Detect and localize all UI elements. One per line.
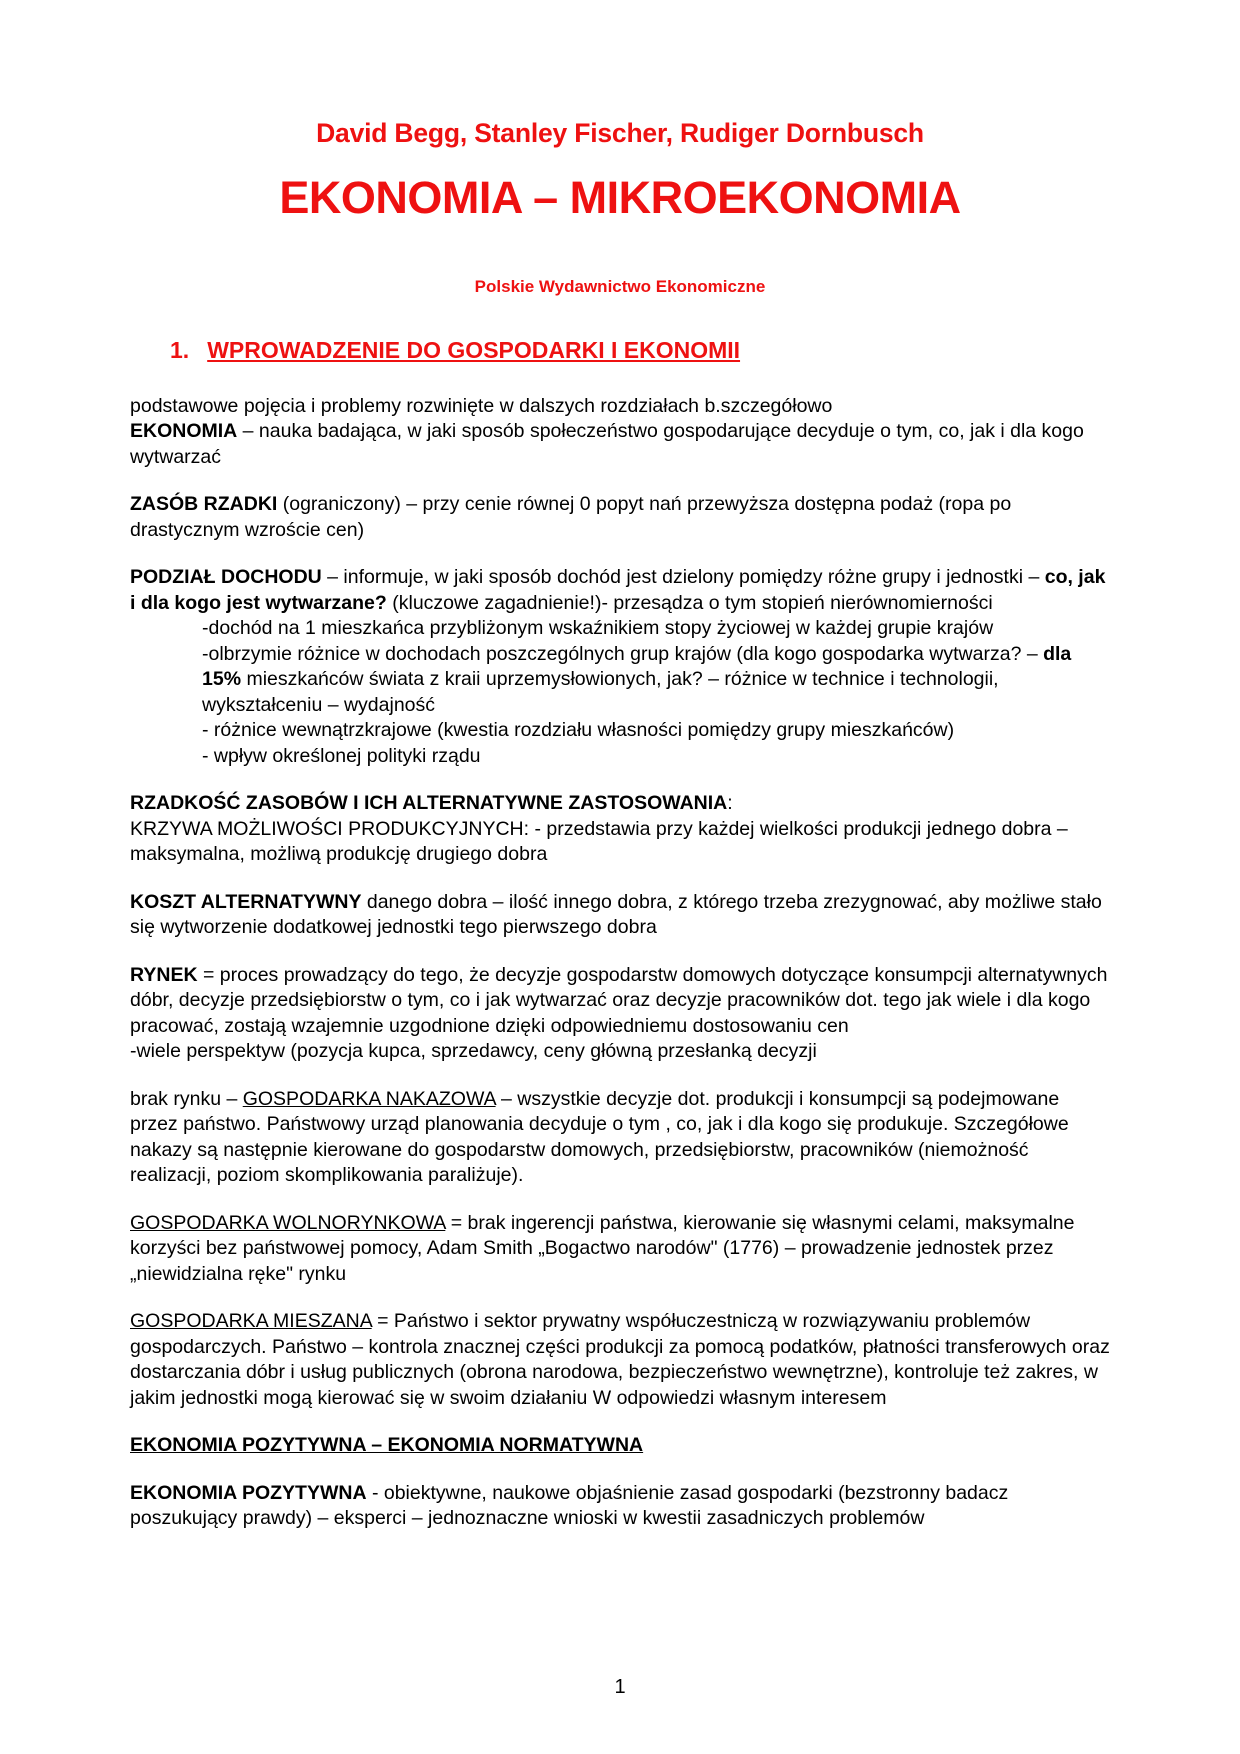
nakazowa-text: – wszystkie decyzje dot. produkcji i konsumpcji są podejmowane przez państwo. Państwowy urząd planowania decyduje o tym , co, jak i dla kogo się produkuje. Szczegółowe nakazy są następnie kierowane do gospodarstw domowych, przedsiębiorstw, pracowników (niemożność realizacji, poziom skomplikowania paraliżuje). bbox=[130, 1087, 1069, 1187]
paragraph-zasob-rzadki bbox=[130, 492, 1110, 543]
paragraph-rynek bbox=[130, 963, 1110, 1065]
section-title: WPROWADZENIE DO GOSPODARKI I EKONOMII bbox=[207, 336, 741, 363]
section-heading bbox=[130, 337, 1110, 364]
paragraph-intro bbox=[130, 394, 1110, 471]
pozytywna-term: EKONOMIA POZYTYWNA bbox=[130, 1481, 367, 1504]
rzadkosc-colon: : bbox=[727, 792, 733, 815]
bullet-item-1: -dochód na 1 mieszkańca przybliżonym wskaźnikiem stopy życiowej w każdej grupie krajów bbox=[202, 617, 994, 640]
document-body bbox=[130, 394, 1110, 1532]
bullet-2-text-b: mieszkańców świata z kraii uprzemysłowionych, jak? – różnice w technice i technologii, wykształceniu – wydajność bbox=[202, 668, 999, 716]
wolnorynkowa-term: GOSPODARKA WOLNORYNKOWA bbox=[130, 1211, 446, 1234]
rzadkosc-heading: RZADKOŚĆ ZASOBÓW I ICH ALTERNATYWNE ZASTOSOWANIA bbox=[130, 792, 728, 815]
zasob-text: (ograniczony) – przy cenie równej 0 popyt nań przewyższa dostępna podaż (ropa po drastycznym wzroście cen) bbox=[130, 493, 1012, 541]
bullet-2-text-a: -olbrzymie różnice w dochodach poszczególnych grup krajów (dla kogo gospodarka wytwarza? – bbox=[202, 642, 1044, 665]
bullet-item-4: - wpływ określonej polityki rządu bbox=[202, 744, 481, 767]
bullet-2-bold: dla 15% bbox=[202, 642, 1072, 691]
rynek-text: = proces prowadzący do tego, że decyzje gospodarstw domowych dotyczące konsumpcji alternatywnych dóbr, decyzje przedsiębiorstw o tym, co i jak wytwarzać oraz decyzje pracowników dot. tego jak wiele i dla kogo pracować, zostają wzajemnie uzgodnione dzięki odpowiedniemu dostosowaniu cen bbox=[130, 963, 1108, 1037]
zasob-term: ZASÓB RZADKI bbox=[130, 493, 278, 516]
authors-line: David Begg, Stanley Fischer, Rudiger Dornbusch bbox=[316, 118, 924, 148]
paragraph-gospodarka-mieszana bbox=[130, 1309, 1110, 1411]
paragraph-podzial-dochodu bbox=[130, 565, 1110, 616]
mieszana-term: GOSPODARKA MIESZANA bbox=[130, 1310, 372, 1333]
ekonomia-term: EKONOMIA bbox=[130, 420, 238, 443]
paragraph-ekonomia-pozytywna bbox=[130, 1481, 1110, 1532]
section-number: 1. bbox=[170, 336, 190, 363]
nakazowa-term: GOSPODARKA NAKAZOWA bbox=[242, 1087, 496, 1110]
koszt-term: KOSZT ALTERNATYWNY bbox=[130, 890, 362, 913]
koszt-text: danego dobra – ilość innego dobra, z którego trzeba zrezygnować, aby możliwe stało się wytworzenie dodatkowej jednostki tego pierwszego dobra bbox=[130, 890, 1102, 939]
pozytywna-normatywna-heading: EKONOMIA POZYTYWNA – EKONOMIA NORMATYWNA bbox=[130, 1434, 644, 1457]
podzial-bold-question: co, jak i dla kogo jest wytwarzane? bbox=[130, 566, 1106, 614]
wolnorynkowa-text: = brak ingerencji państwa, kierowanie się własnymi celami, maksymalne korzyści bez państwowej pomocy, Adam Smith „Bogactwo narodów" (1776) – prowadzenie jednostek przez „niewidzialna ręke" rynku bbox=[130, 1211, 1075, 1285]
podzial-term: PODZIAŁ DOCHODU bbox=[130, 566, 322, 589]
page-number: 1 bbox=[614, 1676, 626, 1698]
rynek-extra-line: -wiele perspektyw (pozycja kupca, sprzedawcy, ceny główną przesłanką decyzji bbox=[130, 1040, 817, 1063]
document-title: EKONOMIA – MIKROEKONOMIA bbox=[279, 171, 961, 223]
paragraph-gospodarka-nakazowa bbox=[130, 1087, 1110, 1189]
pozytywna-text: - obiektywne, naukowe objaśnienie zasad gospodarki (bezstronny badacz poszukujący prawdy) – eksperci – jednoznaczne wnioski w kwestii zasadniczych problemów bbox=[130, 1481, 1009, 1530]
krzywa-line: KRZYWA MOŻLIWOŚCI PRODUKCYJNYCH: - przedstawia przy każdej wielkości produkcji jednego dobra – maksymalna, możliwą produkcję drugiego dobra bbox=[130, 817, 1068, 866]
podzial-text-1: – informuje, w jaki sposób dochód jest dzielony pomiędzy różne grupy i jednostki – bbox=[321, 566, 1045, 589]
bullet-item-2 bbox=[202, 642, 1110, 719]
ekonomia-text: – nauka badająca, w jaki sposób społeczeństwo gospodarujące decyduje o tym, co, jak i dla kogo wytwarzać bbox=[130, 420, 1084, 468]
rynek-term: RYNEK bbox=[130, 963, 198, 986]
bullet-item-3: - różnice wewnątrzkrajowe (kwestia rozdziału własności pomiędzy grupy mieszkańców) bbox=[202, 719, 955, 742]
paragraph-gospodarka-wolnorynkowa bbox=[130, 1211, 1110, 1288]
nakazowa-prefix: brak rynku – bbox=[130, 1087, 243, 1110]
podzial-text-2: (kluczowe zagadnienie!)- przesądza o tym stopień nierównomierności bbox=[386, 591, 993, 614]
podzial-bullet-list bbox=[130, 616, 1110, 769]
paragraph-rzadkosc bbox=[130, 791, 1110, 868]
intro-line: podstawowe pojęcia i problemy rozwinięte w dalszych rozdziałach b.szczegółowo bbox=[130, 394, 833, 417]
paragraph-pozytywna-normatywna-heading bbox=[130, 1433, 1110, 1459]
mieszana-text: = Państwo i sektor prywatny współuczestniczą w rozwiązywaniu problemów gospodarczych. Państwo – kontrola znacznej części produkcji za pomocą podatków, płatności transferowych oraz dostarczania dóbr i usług publicznych (obrona narodowa, bezpieczeństwo wewnętrzne), kontroluje też zakres, w jakim jednostki mogą kierować się w swoim działaniu W odpowiedzi własnym interesem bbox=[130, 1310, 1110, 1409]
publisher-line: Polskie Wydawnictwo Ekonomiczne bbox=[474, 276, 766, 296]
paragraph-koszt-alternatywny bbox=[130, 890, 1110, 941]
ekonomia-definition bbox=[130, 419, 1110, 470]
